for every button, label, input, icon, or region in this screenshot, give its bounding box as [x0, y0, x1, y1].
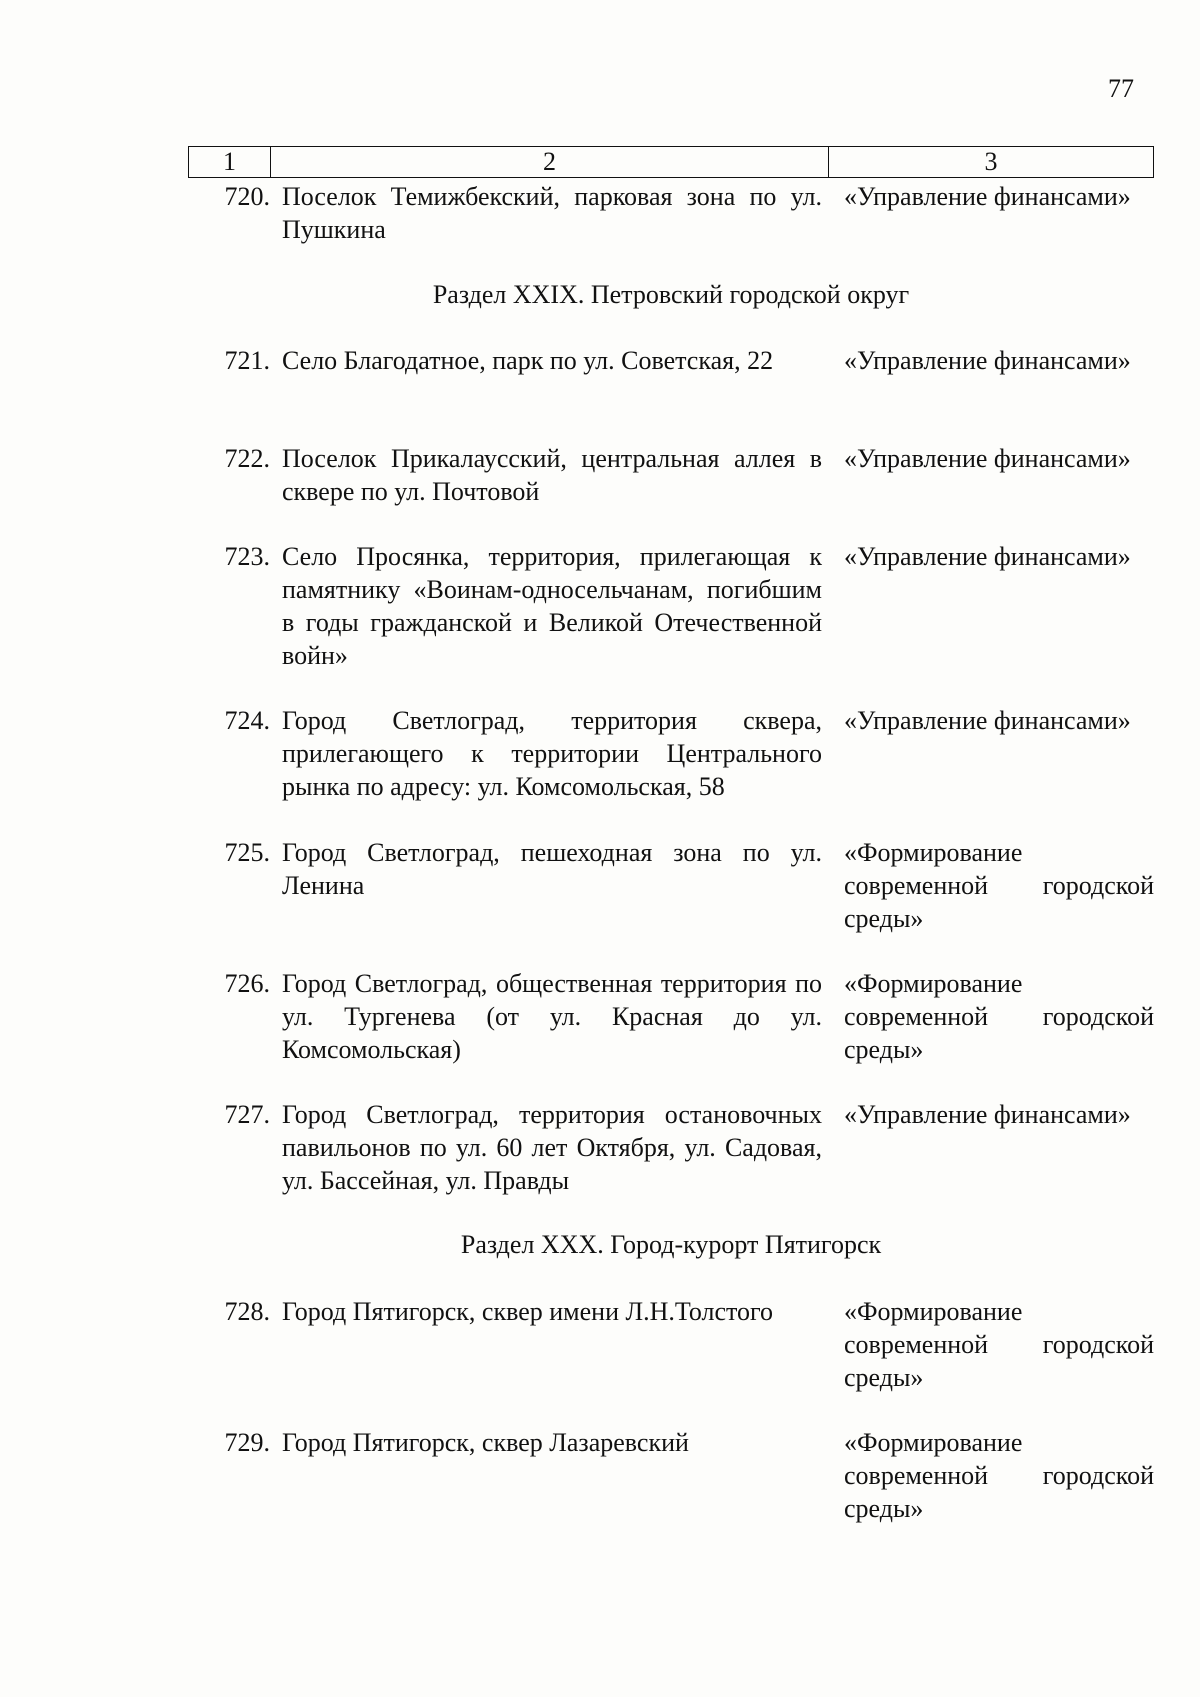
row-number: 723. [224, 542, 270, 571]
row-number: 728. [224, 1297, 270, 1326]
row-program: «Формирование современной городской среды» [844, 969, 1154, 1064]
table-row [200, 540, 1154, 672]
header-col-1: 1 [189, 147, 271, 177]
row-place: Город Светлоград, пешеходная зона по ул. Ленина [282, 838, 822, 900]
row-place: Город Светлоград, территория сквера, прилегающего к территории Центрального рынка по адресу: ул. Комсомольская, 58 [282, 706, 822, 801]
section-title: Раздел XXX. Город-курорт Пятигорск [460, 1230, 882, 1259]
row-program: «Управление финансами» [844, 706, 1131, 735]
table-row [200, 1426, 1154, 1525]
table-row [200, 836, 1154, 935]
table-row [200, 180, 1154, 246]
row-place: Город Светлоград, общественная территория по ул. Тургенева (от ул. Красная до ул. Комсомольская) [282, 969, 822, 1064]
row-place: Город Пятигорск, сквер Лазаревский [282, 1428, 689, 1457]
row-place: Поселок Прикалаусский, центральная аллея в сквере по ул. Почтовой [282, 444, 822, 506]
row-program: «Управление финансами» [844, 346, 1131, 375]
row-number: 720. [224, 182, 270, 211]
row-program: «Управление финансами» [844, 1100, 1131, 1129]
row-place: Поселок Темижбекский, парковая зона по ул. Пушкина [282, 182, 822, 244]
row-program: «Формирование современной городской среды» [844, 838, 1154, 933]
row-place: Село Просянка, территория, прилегающая к памятнику «Воинам-односельчанам, погибшим в годы гражданской и Великой Отечественной войн» [282, 542, 822, 670]
header-col-3: 3 [984, 147, 998, 176]
table-row [200, 344, 1154, 377]
row-program: «Управление финансами» [844, 182, 1131, 211]
header-col-2: 2 [271, 147, 829, 177]
row-place: Город Пятигорск, сквер имени Л.Н.Толстого [282, 1297, 774, 1326]
row-program: «Управление финансами» [844, 542, 1131, 571]
row-number: 726. [224, 969, 270, 998]
table-row [200, 1098, 1154, 1197]
table-row [200, 704, 1154, 803]
row-number: 725. [224, 838, 270, 867]
row-program: «Управление финансами» [844, 444, 1131, 473]
row-number: 721. [224, 346, 270, 375]
row-number: 722. [224, 444, 270, 473]
section-title: Раздел XXIX. Петровский городской округ [432, 280, 910, 309]
table-header [188, 146, 1154, 178]
row-number: 729. [224, 1428, 270, 1457]
row-program: «Формирование современной городской среды» [844, 1428, 1154, 1523]
row-program: «Формирование современной городской среды» [844, 1297, 1154, 1392]
table-row [200, 967, 1154, 1066]
table-row [200, 442, 1154, 508]
page-number: 77 [1108, 74, 1134, 103]
row-place: Город Светлоград, территория остановочных павильонов по ул. 60 лет Октября, ул. Садовая, ул. Бассейная, ул. Правды [282, 1100, 822, 1195]
row-place: Село Благодатное, парк по ул. Советская, 22 [282, 346, 774, 375]
table-row [200, 1295, 1154, 1394]
row-number: 724. [224, 706, 270, 735]
row-number: 727. [224, 1100, 270, 1129]
